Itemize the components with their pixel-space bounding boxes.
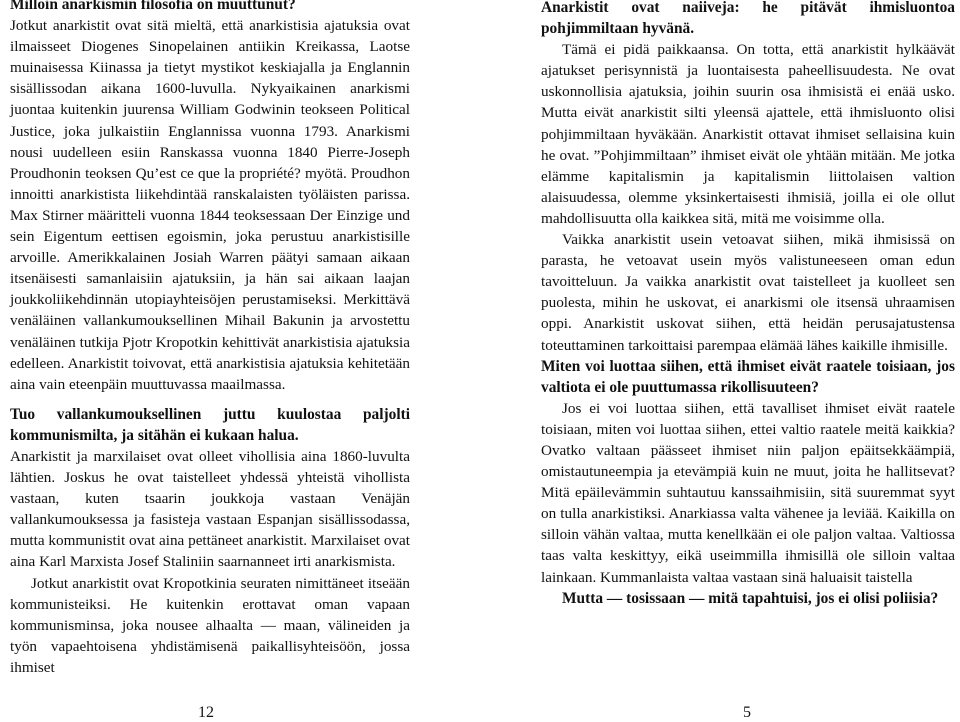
section-heading: Tuo vallankumouksellinen juttu kuulostaa paljolti kommunismilta, ja sitähän ei kukaan halua. [10,405,410,444]
section-heading: Miten voi luottaa siihen, että ihmiset eivät raatele toisiaan, jos valtiota ei ole puuttumassa rikollisuuteen? [541,357,955,396]
section-heading: Mutta — tosissaan — mitä tapahtuisi, jos ei olisi poliisia? [562,589,939,607]
right-page-column [541,0,955,609]
left-page-column [10,0,410,678]
page-number-right: 5 [743,704,751,721]
body-paragraph: Anarkistit ja marxilaiset ovat olleet vihollisia aina 1860-luvulta lähtien. Joskus he ovat taistelleet yhdessä yhteistä vihollista vastaan, kuten tsaarin joukkoja vastaan Venäjän vallankumouksessa ja fasisteja vastaan Espanjan sisällissodassa, mutta kommunistit ovat aina pettäneet anarkistit. Marxilaiset ovat aina Karl Marxista Josef Staliniin saarnanneet irti anarkismista. [10,447,410,571]
body-paragraph: Tämä ei pidä paikkaansa. On totta, että anarkistit hylkäävät ajatukset perisynnistä ja luontaisesta paheellisuudesta. Ne ovat uskonnollisia ajatuksia, joihin suurin osa ihmisistä ei enää usko. Mutta eivät anarkistit silti yleensä ajattele, että ihmisluonto olisi pohjimmiltaan hyväkään. Anarkistit ottavat ihmiset sellaisina kuin he ovat. ”Pohjimmiltaan” ihmiset eivät ole yhtään mitään. Me jotka elämme kapitalismin ja kapitalismin liittolaisen valtion alaisuudessa, olemme yksinkertaisesti ihmisiä, joilla ei ole ollut mahdollisuutta olla kaikkea sitä, mitä me voisimme olla. [541,41,955,227]
body-paragraph: Jos ei voi luottaa siihen, että tavalliset ihmiset eivät raatele toisiaan, miten voi luottaa siihen, ettei valtio raatele meitä kaikkia? Ovatko valtaan päässeet ihmiset niin paljon epäitsekkäämpiä, omistautuneempia ja etevämpiä kuin ne muut, joita he hallitsevat? Mitä epäilevämmin suhtautuu kanssaihmisiin, sitä suuremmat syyt on tulla anarkistiksi. Anarkiassa valta vähenee ja leviää. Kaikilla on silloin vähän valtaa, mutta kenellkään ei ole paljon valtaa. Valtiossa taas valta keskittyy, eikä useimmilla ihmisillä ole silloin valtaa lainkaan. Kummanlaista valtaa vastaan sinä haluaisit taistella [541,399,955,586]
page-number-left: 12 [198,704,214,721]
section-heading: Anarkistit ovat naiiveja: he pitävät ihmisluontoa pohjimmiltaan hyvänä. [541,0,955,38]
body-paragraph: Jotkut anarkistit ovat sitä mieltä, että anarkistisia ajatuksia ovat ilmaisseet Diogenes Sinopelainen antiikin Kreikassa, Laotse muinaisessa Kiinassa ja tietyt mystikot keskiajalla ja Englannin sisällissodan aikana 1600-luvulla. Nykyaikainen anarkismi juontaa kuitenkin juurensa William Godwinin teokseen Political Justice, joka julkaistiin Englannissa vuonna 1793. Anarkismi nousi uudelleen esiin Ranskassa vuonna 1840 Pierre-Joseph Proudhonin teoksen Qu’est ce que la propriété? myötä. Proudhon innoitti anarkistista liikehdintää ranskalaisten työläisten parissa. Max Stirner määritteli vuonna 1844 teoksessaan Der Einzige und sein Eigentum eettisen egoismin, joka perustuu anarkistisille arvoille. Amerikkalainen Josiah Warren päätyi samaan aikaan itsenäisesti samanlaisiin ajatuksiin, ja hän sai aikaan laajan joukkoliikehdinnän utopiayhteisöjen perustamiseksi. Merkittävä venäläinen vallankumouksellinen Mihail Bakunin ja arvostettu venäläinen tutkija Pjotr Kropotkin kehittivät anarkistisia ajatuksia edelleen. Anarkistit toivovat, että anarkistisia ajatuksia kehitetään aina vain eteenpäin muuttuvassa maailmassa. [10,17,410,393]
body-paragraph: Jotkut anarkistit ovat Kropotkinia seuraten nimittäneet itseään kommunisteiksi. He kuitenkin erottavat oman vapaan kommunisminsa, joka nousee alhaalta — maan, välineiden ja työn vapaehtoisena yhdistämisenä paikallisyhteisöön, jossa ihmiset [10,574,410,676]
section-heading: Milloin anarkismin filosofia on muuttunut? [10,0,296,13]
body-paragraph: Vaikka anarkistit usein vetoavat siihen, mikä ihmisissä on parasta, he vetoavat usein myös valistuneeseen oman edun tavoitteluun. Ja vaikka anarkistit ovat taistelleet ja kuolleet sen puolesta, mihin he uskovat, ei anarkismi ole itsensä uhraamisen oppi. Anarkistit uskovat siihen, että heidän perusajatustensa toteuttaminen tarkoittaisi parempaa elämää lähes kaikille ihmisille. [541,231,955,354]
